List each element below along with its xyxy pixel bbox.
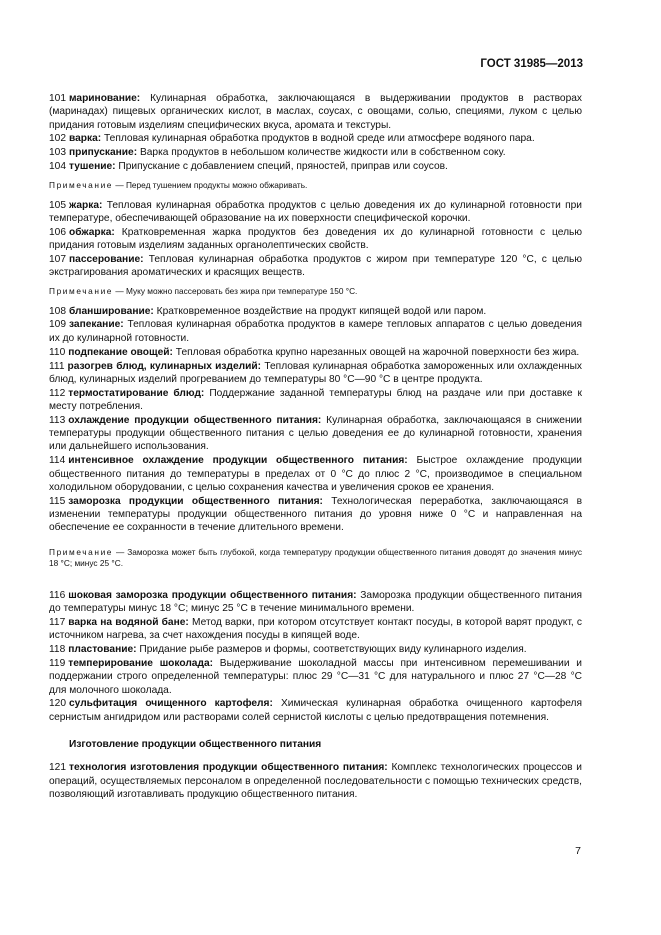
term-number: 109 <box>49 319 66 331</box>
term-number: 101 <box>49 93 66 104</box>
term-name: подпекание овощей: <box>68 346 173 358</box>
term-name: разогрев блюд, кулинарных изделий: <box>67 360 262 372</box>
term-definition: Технологическая переработка, заключающаяся в изменении температуры продукции общественного питания до уровня ниже 0 °С и направленная на обеспечение ее сохранности в течение длительного времени. <box>49 495 582 534</box>
term-number: 121 <box>49 762 66 774</box>
term-number: 105 <box>49 199 66 211</box>
term-name: варка на водяной бане: <box>68 616 189 628</box>
term-entry <box>49 360 582 387</box>
term-name: варка: <box>69 133 102 145</box>
term-number: 104 <box>49 161 66 173</box>
term-number: 111 <box>49 360 65 372</box>
term-entry <box>49 92 582 132</box>
term-entry <box>49 657 582 697</box>
term-definition: Метод варки, при котором отсутствует контакт посуды, в которой варят продукт, с источником нагрева, за счет нахождения посуды в кипящей воде. <box>49 616 583 642</box>
term-name: припускание: <box>69 147 138 159</box>
term-entry <box>49 146 582 159</box>
terms-group-a <box>49 92 582 174</box>
term-name: сульфитация очищенного картофеля: <box>69 698 273 710</box>
term-definition: Кулинарная обработка, заключающаяся в снижении температуры продукции общественного питания с целью доведения ее до кулинарной готовности, хранения или дальнейшего использования. <box>49 414 582 453</box>
term-definition: Варка продуктов в небольшом количестве жидкости или в собственном соку. <box>139 147 506 159</box>
term-name: запекание: <box>69 319 124 331</box>
note-3 <box>49 547 582 569</box>
term-number: 112 <box>49 387 66 399</box>
term-entry <box>49 414 582 454</box>
term-number: 115 <box>49 495 66 507</box>
term-number: 116 <box>49 589 66 601</box>
term-definition: Быстрое охлаждение продукции общественного питания до температуры в пределах от 0 °С до плюс 2 °С, производимое в специальном холодильном оборудовании, с целью сохранения качества и увеличения сроков ее хранения. <box>49 455 582 493</box>
term-entry <box>49 132 582 145</box>
term-definition: Кратковременное воздействие на продукт кипящей водой или паром. <box>156 305 487 317</box>
term-entry <box>49 643 582 656</box>
term-name: пассерование: <box>69 253 144 265</box>
term-name: заморозка продукции общественного питания: <box>68 495 323 507</box>
term-name: охлаждение продукции общественного питания: <box>68 414 322 426</box>
term-number: 102 <box>49 133 66 145</box>
term-number: 103 <box>49 147 66 159</box>
term-number: 114 <box>49 455 66 467</box>
term-definition: Кратковременная жарка продуктов без доведения их до кулинарной готовности с целью придания готовым изделиям заданных органолептических свойств. <box>49 226 582 252</box>
term-name: интенсивное охлаждение продукции общественного питания: <box>68 455 408 467</box>
term-number: 120 <box>49 698 66 710</box>
term-name: маринование: <box>69 93 141 104</box>
term-entry <box>49 199 582 226</box>
terms-group-b <box>49 199 582 280</box>
term-entry <box>49 387 582 414</box>
term-entry <box>49 305 582 318</box>
note-label: Примечание <box>49 285 114 296</box>
term-entry <box>49 226 582 253</box>
document-body <box>49 92 582 802</box>
note-text: — Заморозка может быть глубокой, когда температуру продукции общественного питания доводят до значения минус 18 °С; минус 25 °С. <box>49 546 582 568</box>
term-definition: Комплекс технологических процессов и операций, осуществляемых персоналом в определенной последовательности с помощью технических средств, позволяющий изготавливать продукцию общественного питания. <box>49 762 582 800</box>
term-number: 106 <box>49 226 66 238</box>
term-name: шоковая заморозка продукции общественного питания: <box>68 589 357 601</box>
term-definition: Тепловая кулинарная обработка продуктов с жиром при температуре 120 °С, с целью экстрагирования ароматических и красящих веществ. <box>49 253 583 279</box>
term-number: 107 <box>49 253 66 265</box>
term-entry <box>49 253 582 280</box>
term-definition: Тепловая обработка крупно нарезанных овощей на жарочной поверхности без жира. <box>175 346 580 358</box>
term-name: термостатирование блюд: <box>68 387 205 399</box>
term-number: 110 <box>49 346 66 358</box>
term-definition: Тепловая кулинарная обработка продуктов с целью доведения их до кулинарной готовности при температуре, обеспечивающей образование на их поверхности специфической корочки. <box>49 199 582 224</box>
note-2 <box>49 286 582 297</box>
section-heading: Изготовление продукции общественного питания <box>69 739 322 751</box>
term-entry <box>49 761 582 801</box>
term-name: технология изготовления продукции общественного питания: <box>69 762 388 774</box>
term-number: 119 <box>49 658 66 669</box>
standard-header: ГОСТ 31985—2013 <box>480 58 583 70</box>
term-name: темперирование шоколада: <box>68 658 214 669</box>
term-entry <box>49 346 582 359</box>
term-definition: Тепловая кулинарная обработка замороженных или охлажденных блюд, кулинарных изделий прогреванием до температуры 80 °С—90 °С в центре продукта. <box>49 360 582 385</box>
term-entry <box>49 697 582 724</box>
term-number: 118 <box>49 644 66 656</box>
term-entry <box>49 160 582 173</box>
term-name: жарка: <box>69 199 103 211</box>
note-label: Примечание <box>49 546 114 557</box>
term-definition: Поддержание заданной температуры блюд на раздаче или при доставке к месту потребления. <box>49 387 582 412</box>
term-entry <box>49 495 582 535</box>
term-number: 113 <box>49 414 66 426</box>
term-number: 108 <box>49 305 66 317</box>
term-name: тушение: <box>69 161 116 173</box>
term-entry <box>49 616 582 643</box>
term-definition: Химическая кулинарная обработка очищенного картофеля сернистым ангидридом или растворами солей сернистой кислоты с целью предотвращения потемнения. <box>49 698 582 723</box>
term-definition: Придание рыбе размеров и формы, соответствующих виду кулинарного изделия. <box>139 644 527 656</box>
note-1 <box>49 180 582 191</box>
term-name: бланширование: <box>69 305 154 317</box>
terms-group-c <box>49 305 582 535</box>
term-definition: Припускание с добавлением специй, пряностей, приправ или соусов. <box>118 161 448 173</box>
note-text: — Муку можно пассеровать без жира при температуре 150 °С. <box>115 285 358 296</box>
term-entry <box>49 318 582 345</box>
term-definition: Тепловая кулинарная обработка продуктов в водной среде или атмосфере водяного пара. <box>104 133 535 145</box>
note-label: Примечание <box>49 179 114 190</box>
term-definition: Кулинарная обработка, заключающаяся в выдерживании продуктов в растворах (маринадах) пищевых органических кислот, в маслах, соусах, с овощами, солью, специями, луком с целью придания готовым изделиям специфических вкуса, аромата и текстуры. <box>49 93 582 131</box>
terms-group-e <box>49 761 582 801</box>
term-number: 117 <box>49 616 66 628</box>
term-name: пластование: <box>68 644 137 656</box>
term-definition: Заморозка продукции общественного питания до температуры минус 18 °С; минус 25 °С в течение минимального времени. <box>49 589 582 615</box>
note-text: — Перед тушением продукты можно обжаривать. <box>115 179 308 190</box>
term-definition: Выдерживание шоколадной массы при интенсивном перемешивании и поддержании строго определенной температуры: плюс 29 °С—31 °С для натурального и плюс 27 °С—28 °С для молочного шоколада. <box>49 658 582 696</box>
term-entry <box>49 589 582 616</box>
term-name: обжарка: <box>69 226 115 238</box>
term-definition: Тепловая кулинарная обработка продуктов в камере тепловых аппаратов с целью доведения их до кулинарной готовности. <box>49 319 582 344</box>
term-entry <box>49 454 582 494</box>
terms-group-d <box>49 589 582 724</box>
page-number: 7 <box>575 845 581 857</box>
